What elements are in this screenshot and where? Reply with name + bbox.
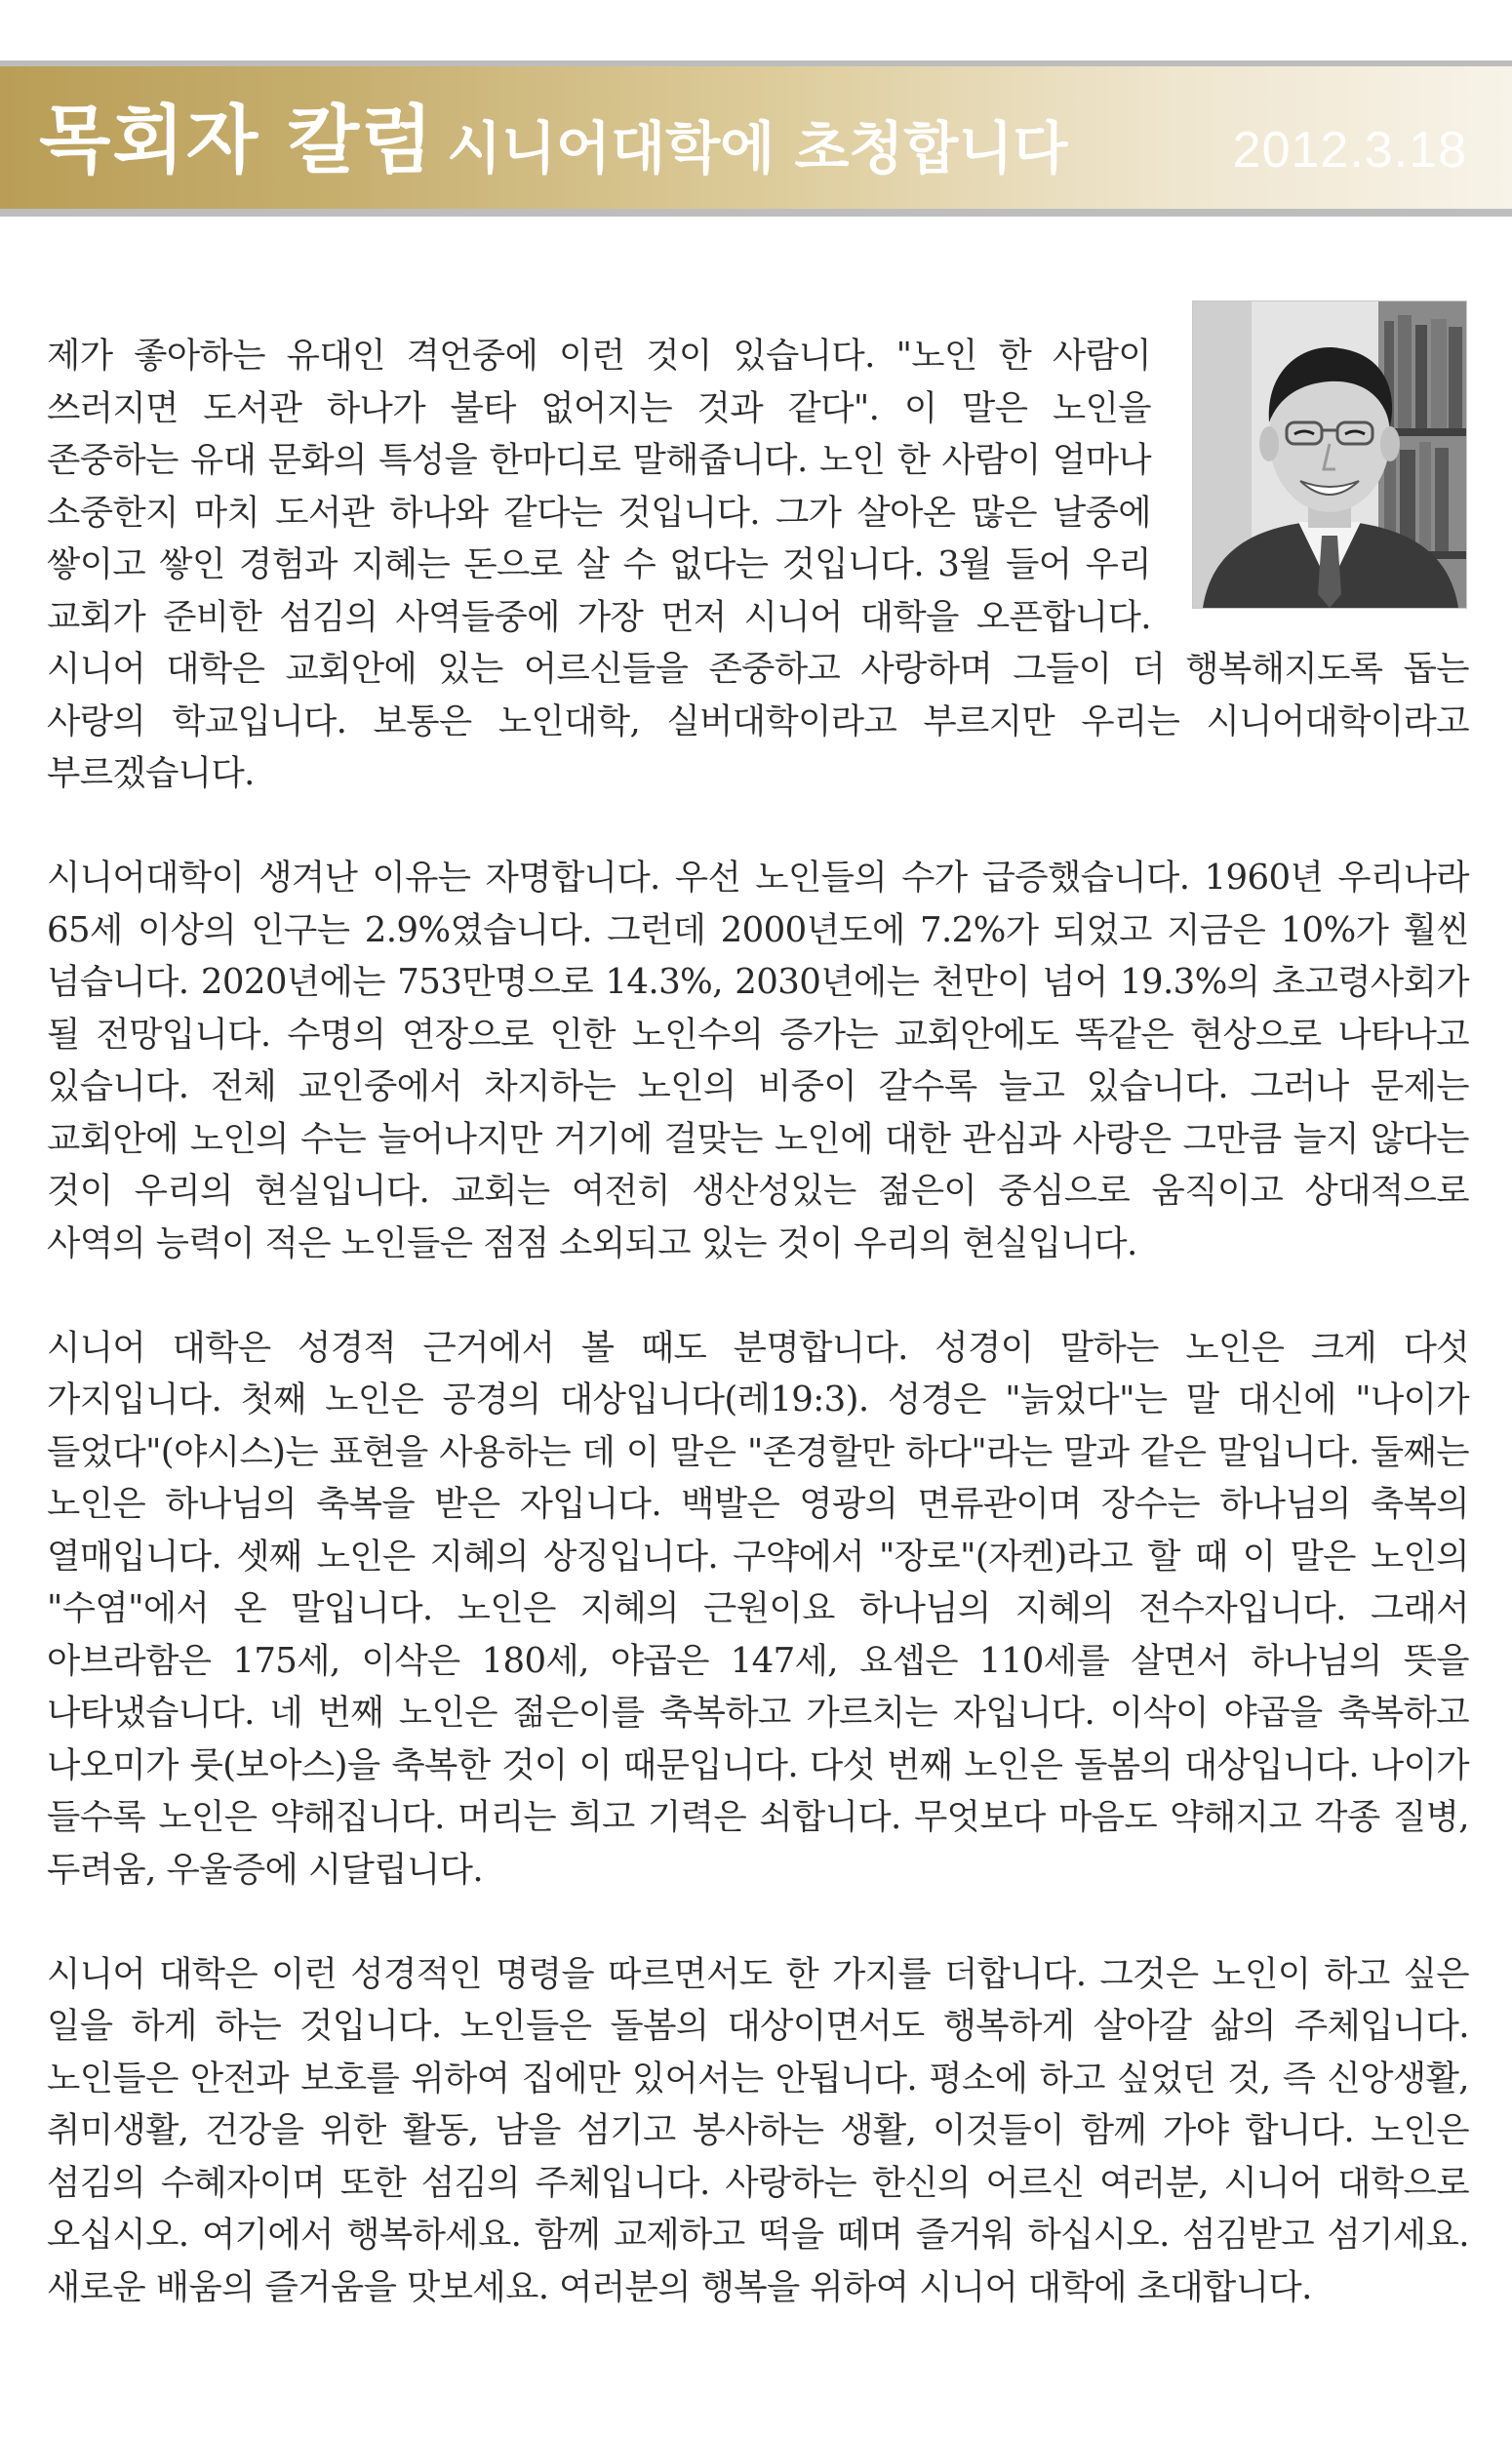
paragraph-3: 시니어 대학은 성경적 근거에서 볼 때도 분명합니다. 성경이 말하는 노인은 크게 다섯 가지입니다. 첫째 노인은 공경의 대상입니다(레19:3). 성경은 "늙었다"는 말 대신에 "나이가 들었다"(야시스)는 표현을 사용하는 데 이 말은 "존경할만 하다"라는 말과 같은 말입니다. 둘째는 노인은 하나님의 축복을 받은 자입니다. 백발은 영광의 면류관이며 장수는 하나님의 축복의 열매입니다. 셋째 노인은 지혜의 상징입니다. 구약에서 "장로"(자켄)라고 할 때 이 말은 노인의 "수염"에서 온 말입니다. 노인은 지혜의 근원이요 하나님의 지혜의 전수자입니다. 그래서 아브라함은 175세, 이삭은 180세, 야곱은 147세, 요셉은 110세를 살면서 하나님의 뜻을 나타냈습니다. 네 번째 노인은 젊은이를 축복하고 가르치는 자입니다. 이삭이 야곱을 축복하고 나오미가 룻(보아스)을 축복한 것이 이 때문입니다. 다섯 번째 노인은 돌봄의 대상입니다. 나이가 들수록 노인은 약해집니다. 머리는 희고 기력은 쇠합니다. 무엇보다 마음도 약해지고 각종 질병, 두려움, 우울증에 시달립니다. xyxy=(47,1327,1469,1890)
column-title: 목회자 칼럼 xyxy=(39,97,435,183)
paragraph-1: 제가 좋아하는 유대인 격언중에 이런 것이 있습니다. "노인 한 사람이 쓰러지면 도서관 하나가 불타 없어지는 것과 같다". 이 말은 노인을 존중하는 유대 문화의 특성을 한마디로 말해줍니다. 노인 한 사람이 얼마나 소중한지 마치 도서관 하나와 같다는 것입니다. 그가 살아온 많은 날중에 쌓이고 쌓인 경험과 지혜는 돈으로 살 수 없다는 것입니다. 3월 들어 우리 교회가 준비한 섬김의 사역들중에 가장 먼저 시니어 대학을 오픈합니다. 시니어 대학은 교회안에 있는 어르신들을 존중하고 사랑하며 그들이 더 행복해지도록 돕는 사랑의 학교입니다. 보통은 노인대학, 실버대학이라고 부르지만 우리는 시니어대학이라고 부르겠습니다. xyxy=(47,336,1469,793)
column-subtitle: 시니어대학에 초청합니다 xyxy=(447,115,1068,181)
article-body xyxy=(47,330,1469,2366)
pastor-portrait-icon xyxy=(1192,300,1467,609)
column-header-bar xyxy=(0,60,1512,217)
paragraph-2: 시니어대학이 생겨난 이유는 자명합니다. 우선 노인들의 수가 급증했습니다. 1960년 우리나라 65세 이상의 인구는 2.9%였습니다. 그런데 2000년도에 7.2%가 되었고 지금은 10%가 훨씬 넘습니다. 2020년에는 753만명으로 14.3%, 2030년에는 천만이 넘어 19.3%의 초고령사회가 될 전망입니다. 수명의 연장으로 인한 노인수의 증가는 교회안에도 똑같은 현상으로 나타나고 있습니다. 전체 교인중에서 차지하는 노인의 비중이 갈수록 늘고 있습니다. 그러나 문제는 교회안에 노인의 수는 늘어나지만 거기에 걸맞는 노인에 대한 관심과 사랑은 그만큼 늘지 않다는 것이 우리의 현실입니다. 교회는 여전히 생산성있는 젊은이 중심으로 움직이고 상대적으로 사역의 능력이 적은 노인들은 점점 소외되고 있는 것이 우리의 현실입니다. xyxy=(47,858,1469,1263)
column-date: 2012.3.18 xyxy=(1232,122,1467,179)
paragraph-4: 시니어 대학은 이런 성경적인 명령을 따르면서도 한 가지를 더합니다. 그것은 노인이 하고 싶은 일을 하게 하는 것입니다. 노인들은 돌봄의 대상이면서도 행복하게 살아갈 삶의 주체입니다. 노인들은 안전과 보호를 위하여 집에만 있어서는 안됩니다. 평소에 하고 싶었던 것, 즉 신앙생활, 취미생활, 건강을 위한 활동, 남을 섬기고 봉사하는 생활, 이것들이 함께 가야 합니다. 노인은 섬김의 수혜자이며 또한 섬김의 주체입니다. 사랑하는 한신의 어르신 여러분, 시니어 대학으로 오십시오. 여기에서 행복하세요. 함께 교제하고 떡을 떼며 즐거워 하십시오. 섬김받고 섬기세요. 새로운 배움의 즐거움을 맛보세요. 여러분의 행복을 위하여 시니어 대학에 초대합니다. xyxy=(47,1953,1469,2307)
